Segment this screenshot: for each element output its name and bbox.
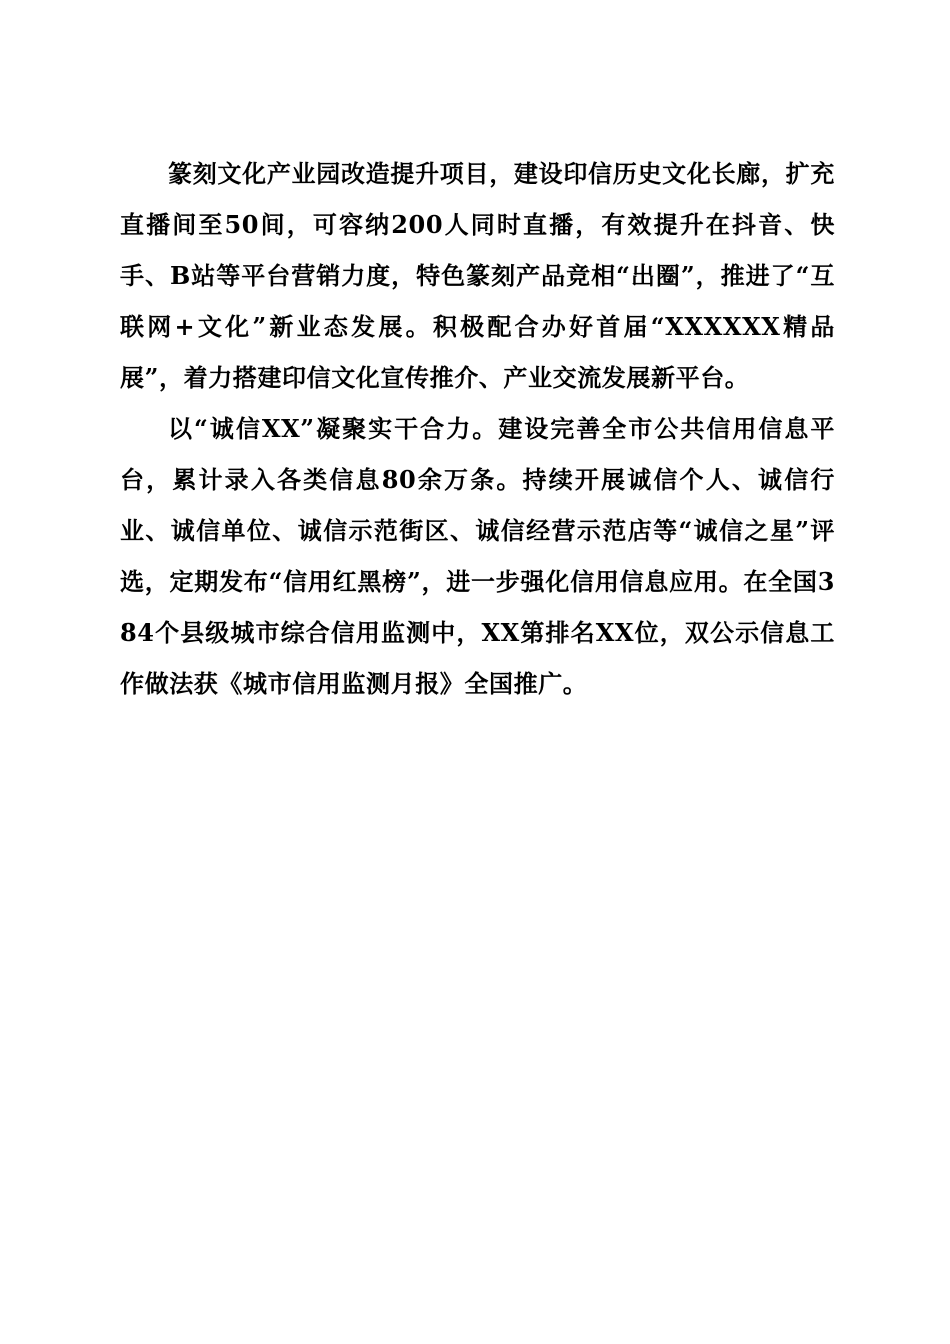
paragraph-seal-culture-park: 篆刻文化产业园改造提升项目，建设印信历史文化长廊，扩充直播间至50间，可容纳200人同时直播，有效提升在抖音、快手、B站等平台营销力度，特色篆刻产品竞相“出圈”，推进了“互联网+文化”新业态发展。积极配合办好首届“XXXXXX精品展”，着力搭建印信文化宣传推介、产业交流发展新平台。	[120, 159, 835, 392]
document-body	[120, 148, 835, 709]
paragraph-integrity-credit: 以“诚信XX”凝聚实干合力。建设完善全市公共信用信息平台，累计录入各类信息80余万条。持续开展诚信个人、诚信行业、诚信单位、诚信示范街区、诚信经营示范店等“诚信之星”评选，定期发布“信用红黑榜”，进一步强化信用信息应用。在全国384个县级城市综合信用监测中，XX第排名XX位，双公示信息工作做法获《城市信用监测月报》全国推广。	[120, 414, 835, 698]
